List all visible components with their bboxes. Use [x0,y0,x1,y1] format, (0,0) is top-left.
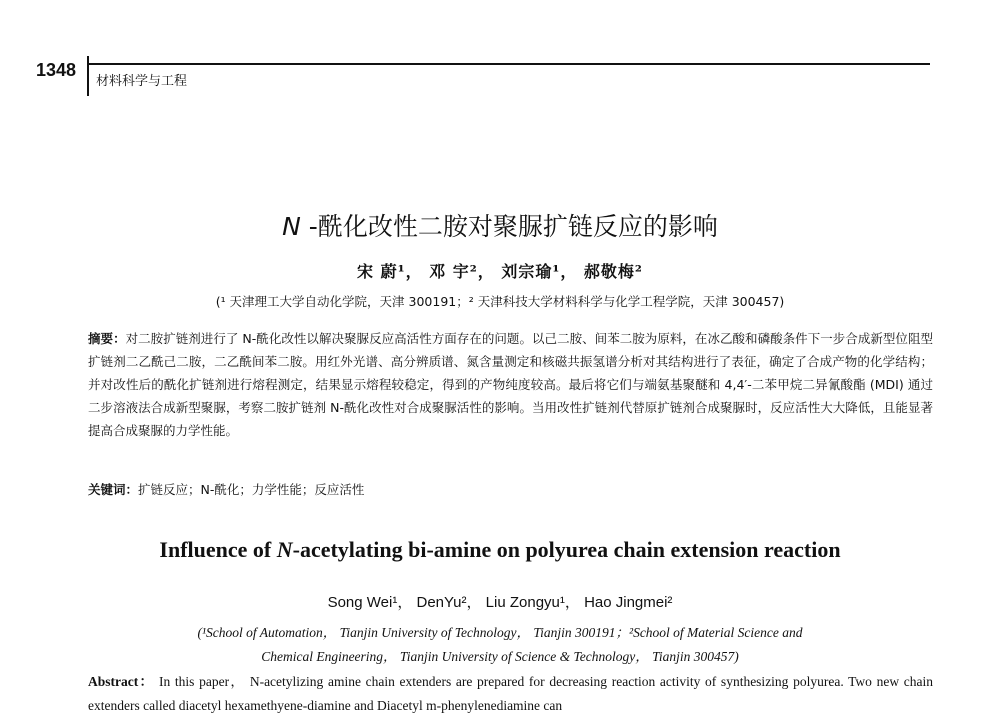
journal-name: 材料科学与工程 [96,74,188,89]
chinese-title [0,207,1000,243]
english-title-part-a: Influence of [159,537,277,562]
chinese-authors: 宋 蔚¹， 邓 宇²， 刘宗瑜¹， 郝敬梅² [357,262,643,281]
english-title-italic-n: N [276,537,293,562]
chinese-abstract-label: 摘要： [88,331,126,346]
chinese-affiliations: (¹ 天津理工大学自动化学院，天津 300191；² 天津科技大学材料科学与化学工程学院，天津 300457) [215,294,785,309]
english-abstract-label: Abstract： [88,674,155,689]
chinese-keywords [88,480,364,498]
chinese-keywords-label: 关键词： [88,482,139,497]
chinese-title-text: -酰化改性二胺对聚脲扩链反应的影响 [300,212,718,241]
chinese-abstract-text: 对二胺扩链剂进行了 N-酰化改性以解决聚脲反应高活性方面存在的问题。以己二胺、间苯二胺为原料，在冰乙酸和磷酸条件下一步合成新型位阻型扩链剂二乙酰己二胺，二乙酰间苯二胺。用红外光谱、高分辨质谱、氮含量测定和核磁共振氢谱分析对其结构进行了表征，确定了合成产物的化学结构；并对改性后的酰化扩链剂进行熔程测定，结果显示熔程较稳定，得到的产物纯度较高。最后将它们与端氨基聚醚和 4,4′-二苯甲烷二异氰酸酯 (MDI) 通过二步溶液法合成新型聚脲，考察二胺扩链剂 N-酰化改性对合成聚脲活性的影响。当用改性扩链剂代替原扩链剂合成聚脲时，反应活性大大降低，且能显著提高合成聚脲的力学性能。 [88,331,933,438]
header-vertical-rule [87,56,89,96]
english-abstract-text: In this paper， N-acetylizing amine chain extenders are prepared for decreasing reaction activity of synthesizing polyurea. Two new chain extenders called diacetyl hexamethyene-diamine and Diacetyl m-phenylenediamine can [88,674,933,713]
english-title-part-b: -acetylating bi-amine on polyurea chain extension reaction [292,537,841,562]
english-title [0,537,1000,563]
english-authors: Song Wei¹， DenYu²， Liu Zongyu¹， Hao Jingmei² [327,594,673,611]
english-affiliation-line-1: (¹School of Automation， Tianjin University of Technology， Tianjin 300191；²School of Material Science and [197,625,803,640]
chinese-abstract [88,327,933,442]
chinese-keywords-text: 扩链反应；N-酰化；力学性能；反应活性 [138,482,365,497]
chinese-title-italic-n: N [282,212,301,241]
english-affiliation-line-2: Chemical Engineering， Tianjin University of Science & Technology， Tianjin 300457) [261,649,739,664]
page-number: 1348 [36,60,77,80]
header-horizontal-rule [89,63,930,65]
english-abstract [88,670,933,718]
